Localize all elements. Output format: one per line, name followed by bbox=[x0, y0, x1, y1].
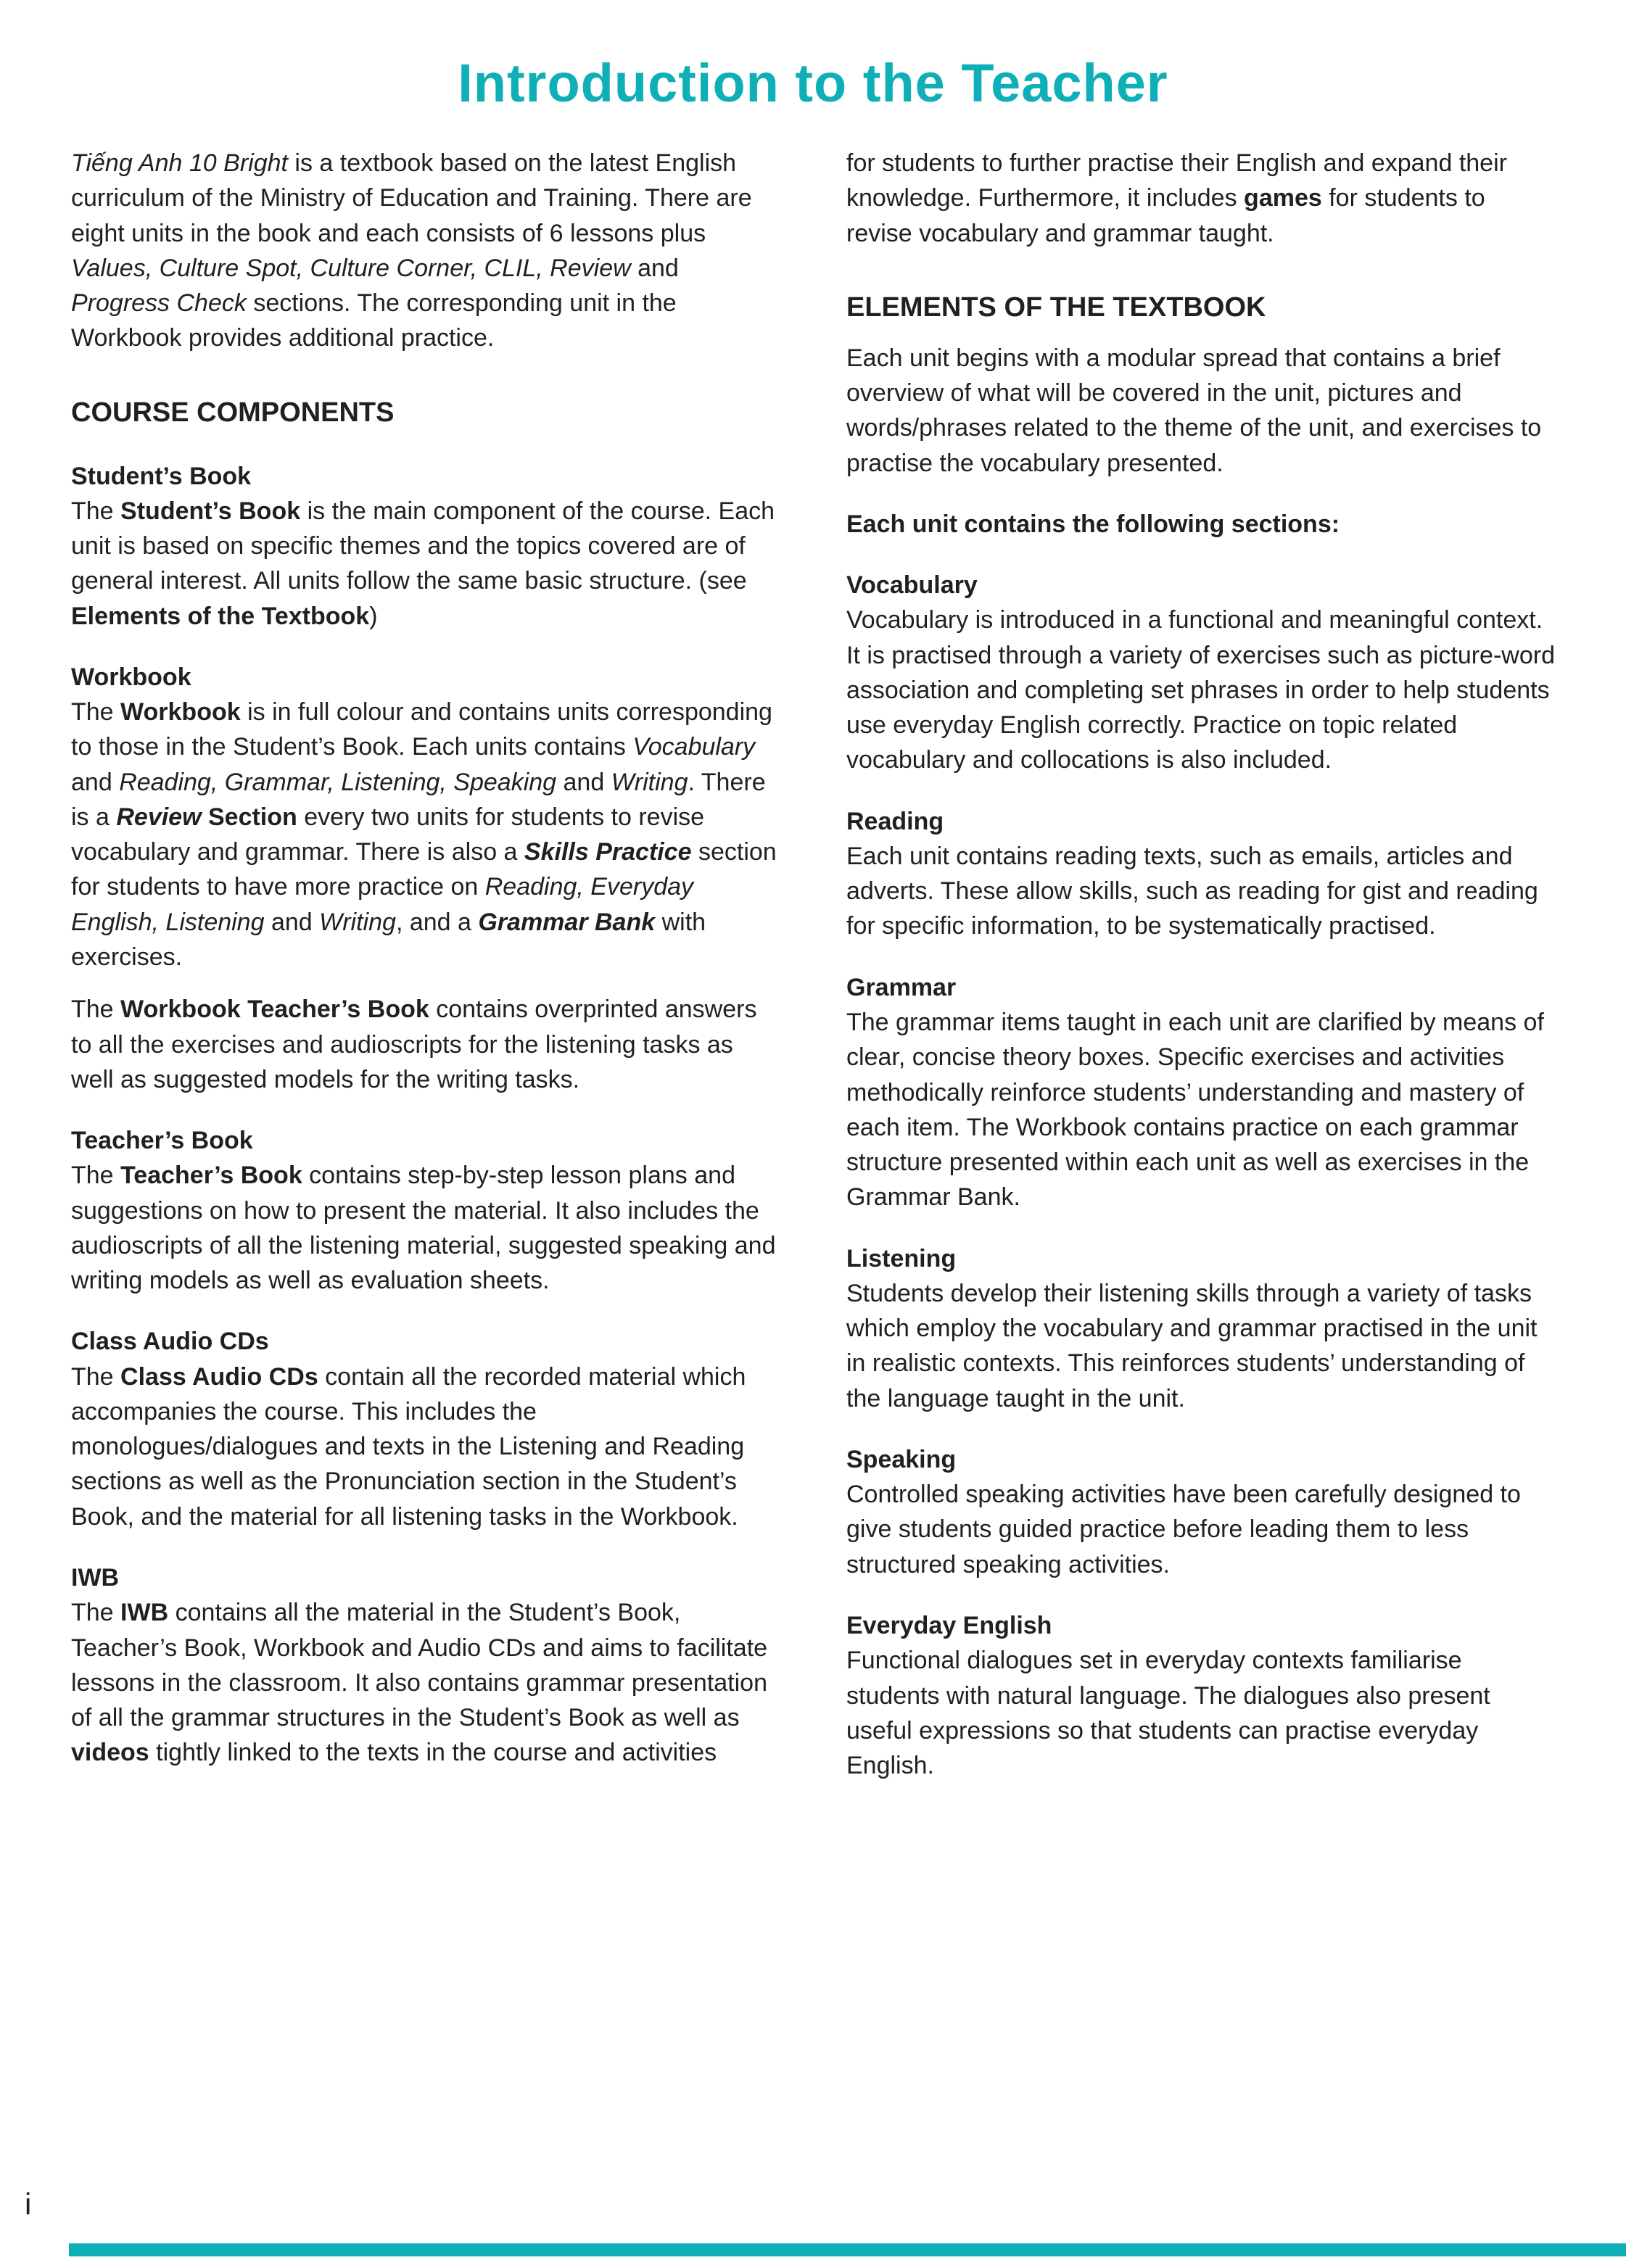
text-segment: Values, Culture Spot, Culture Corner, CLIL, Review bbox=[71, 254, 631, 282]
text-segment: contains overprinted answers to all the exercises and audioscripts for the listening tasks as well as suggested models for the writing tasks. bbox=[71, 996, 757, 1093]
text-segment: and bbox=[71, 768, 120, 796]
text-segment: contain all the recorded material which accompanies the course. This includes the monologues/dialogues and texts in the Listening and Reading sections as well as the Pronunciation section in the Student’s Book, and the material for all listening tasks in the Workbook. bbox=[71, 1362, 746, 1531]
text-segment: Student’s Book bbox=[120, 497, 301, 525]
sub-heading bbox=[71, 459, 780, 494]
text-segment: The bbox=[71, 1362, 121, 1391]
text-segment: Class Audio CDs bbox=[71, 1328, 269, 1356]
text-segment: The bbox=[71, 1599, 121, 1627]
column-left bbox=[71, 146, 780, 1788]
sub-heading bbox=[846, 568, 1555, 603]
text-segment: Everyday English bbox=[846, 1611, 1052, 1639]
text-segment: Grammar Bank bbox=[478, 908, 656, 936]
text-segment: and bbox=[556, 768, 611, 796]
text-segment: Reading, Everyday English, Listening bbox=[71, 873, 694, 936]
text-segment: and bbox=[630, 254, 679, 282]
paragraph bbox=[846, 146, 1555, 251]
text-segment: Tiếng Anh 10 Bright bbox=[71, 149, 288, 177]
text-segment: Each unit contains reading texts, such as emails, articles and adverts. These allow skills, such as reading for gist and reading for specific information, to be systematically practised. bbox=[846, 842, 1538, 940]
text-segment: Section bbox=[201, 803, 297, 831]
text-segment: Progress Check bbox=[71, 289, 247, 318]
text-segment: and bbox=[264, 908, 320, 936]
text-segment: The bbox=[71, 698, 121, 727]
text-segment: Review bbox=[116, 803, 202, 831]
text-segment: The bbox=[71, 1162, 121, 1190]
paragraph bbox=[846, 1276, 1555, 1416]
sub-heading bbox=[71, 660, 780, 695]
text-segment: Vocabulary bbox=[846, 571, 978, 600]
text-segment: every two units for students to revise vocabulary and grammar. There is also a bbox=[71, 803, 705, 866]
paragraph bbox=[846, 1005, 1555, 1215]
content-columns bbox=[0, 146, 1626, 1800]
text-segment: The bbox=[71, 996, 121, 1024]
page-title: Introduction to the Teacher bbox=[458, 53, 1168, 113]
sub-heading bbox=[846, 804, 1555, 839]
paragraph bbox=[846, 839, 1555, 944]
text-segment: games bbox=[1244, 184, 1322, 212]
text-segment: for students to revise vocabulary and grammar taught. bbox=[846, 184, 1485, 247]
text-segment: ELEMENTS OF THE TEXTBOOK bbox=[846, 291, 1266, 323]
paragraph bbox=[71, 1158, 780, 1298]
paragraph bbox=[71, 146, 780, 356]
paragraph bbox=[846, 1643, 1555, 1783]
column-right bbox=[846, 146, 1555, 1800]
sub-heading bbox=[71, 1560, 780, 1595]
text-segment: . There is a bbox=[71, 768, 766, 831]
paragraph bbox=[846, 603, 1555, 777]
text-segment: sections. The corresponding unit in the Workbook provides additional practice. bbox=[71, 289, 677, 352]
text-segment: contains step-by-step lesson plans and suggestions on how to present the material. It also includes the audioscripts of all the listening material, suggested speaking and writing models as well as evaluation sheets. bbox=[71, 1162, 776, 1295]
text-segment: , and a bbox=[395, 908, 479, 936]
text-segment: contains all the material in the Student’s Book, Teacher’s Book, Workbook and Audio CDs and aims to facilitate lessons in the classroom. It also contains grammar presentation of all the grammar structures in the Student’s Book as well as bbox=[71, 1599, 768, 1732]
sub-heading bbox=[846, 970, 1555, 1005]
page-number: i bbox=[25, 2187, 32, 2221]
section-heading bbox=[71, 394, 780, 433]
text-segment: Workbook bbox=[71, 663, 191, 691]
paragraph bbox=[846, 1477, 1555, 1582]
text-segment: ) bbox=[369, 602, 378, 630]
sub-heading bbox=[846, 507, 1555, 542]
text-segment: The bbox=[71, 497, 121, 525]
text-segment: Reading, Grammar, Listening, Speaking bbox=[119, 768, 557, 796]
text-segment: is a textbook based on the latest English curriculum of the Ministry of Education and Training. There are eight units in the book and each consists of 6 lessons plus bbox=[71, 149, 752, 247]
text-segment: Student’s Book bbox=[71, 462, 252, 490]
text-segment: Writing bbox=[319, 908, 396, 936]
paragraph bbox=[71, 1595, 780, 1770]
text-segment: videos bbox=[71, 1739, 149, 1767]
paragraph bbox=[71, 494, 780, 634]
text-segment: Vocabulary is introduced in a functional and meaningful context. It is practised through a variety of exercises such as picture-word association and completing set phrases in order to help students use everyday English correctly. Practice on topic related vocabulary and collocations is also included. bbox=[846, 606, 1555, 774]
text-segment: Students develop their listening skills through a variety of tasks which employ the vocabulary and grammar practised in the unit in realistic contexts. This reinforces students’ understanding of the language taught in the unit. bbox=[846, 1279, 1538, 1412]
text-segment: Workbook Teacher’s Book bbox=[120, 996, 429, 1024]
paragraph bbox=[71, 695, 780, 974]
text-segment: Teacher’s Book bbox=[71, 1127, 253, 1155]
text-segment: is in full colour and contains units corresponding to those in the Student’s Book. Each units contains bbox=[71, 698, 772, 761]
sub-heading bbox=[71, 1123, 780, 1158]
text-segment: IWB bbox=[120, 1599, 169, 1627]
text-segment: Functional dialogues set in everyday contexts familiarise students with natural language. The dialogues also present useful expressions so that students can practise everyday English. bbox=[846, 1647, 1490, 1780]
paragraph bbox=[71, 1359, 780, 1534]
sub-heading bbox=[846, 1608, 1555, 1643]
text-segment: IWB bbox=[71, 1563, 120, 1592]
text-segment: with exercises. bbox=[71, 908, 706, 971]
text-segment: Vocabulary bbox=[632, 733, 756, 761]
sub-heading bbox=[846, 1241, 1555, 1276]
sub-heading bbox=[846, 1442, 1555, 1477]
text-segment: Elements of the Textbook bbox=[71, 602, 370, 630]
text-segment: Each unit contains the following sections: bbox=[846, 510, 1340, 538]
text-segment: Grammar bbox=[846, 973, 957, 1001]
text-segment: is the main component of the course. Each unit is based on specific themes and the topics covered are of general interest. All units follow the same basic structure. (see bbox=[71, 497, 775, 595]
text-segment: Skills Practice bbox=[524, 838, 692, 866]
text-segment: Reading bbox=[846, 807, 944, 835]
text-segment: Each unit begins with a modular spread that contains a brief overview of what will be covered in the unit, pictures and words/phrases related to the theme of the unit, and exercises to practise the vocabulary presented. bbox=[846, 344, 1542, 477]
paragraph bbox=[71, 992, 780, 1097]
text-segment: Workbook bbox=[120, 698, 241, 727]
text-segment: Class Audio CDs bbox=[120, 1362, 318, 1391]
text-segment: section for students to have more practice on bbox=[71, 838, 777, 901]
sub-heading bbox=[71, 1324, 780, 1359]
text-segment: Listening bbox=[846, 1244, 957, 1272]
text-segment: Teacher’s Book bbox=[120, 1162, 302, 1190]
text-segment: Controlled speaking activities have been carefully designed to give students guided practice before leading them to less structured speaking activities. bbox=[846, 1481, 1521, 1578]
text-segment: tightly linked to the texts in the course and activities bbox=[149, 1739, 717, 1767]
section-heading bbox=[846, 289, 1555, 328]
text-segment: for students to further practise their English and expand their knowledge. Furthermore, it includes bbox=[846, 149, 1507, 212]
text-segment: Speaking bbox=[846, 1445, 957, 1473]
paragraph bbox=[846, 341, 1555, 481]
text-segment: The grammar items taught in each unit are clarified by means of clear, concise theory boxes. Specific exercises and activities methodically reinforce students’ understanding and mastery of each item. The Workbook contains practice on each grammar structure presented within each unit as well as exercises in the Grammar Bank. bbox=[846, 1009, 1544, 1212]
text-segment: COURSE COMPONENTS bbox=[71, 397, 395, 428]
footer-bar bbox=[69, 2243, 1626, 2256]
text-segment: Writing bbox=[611, 768, 688, 796]
